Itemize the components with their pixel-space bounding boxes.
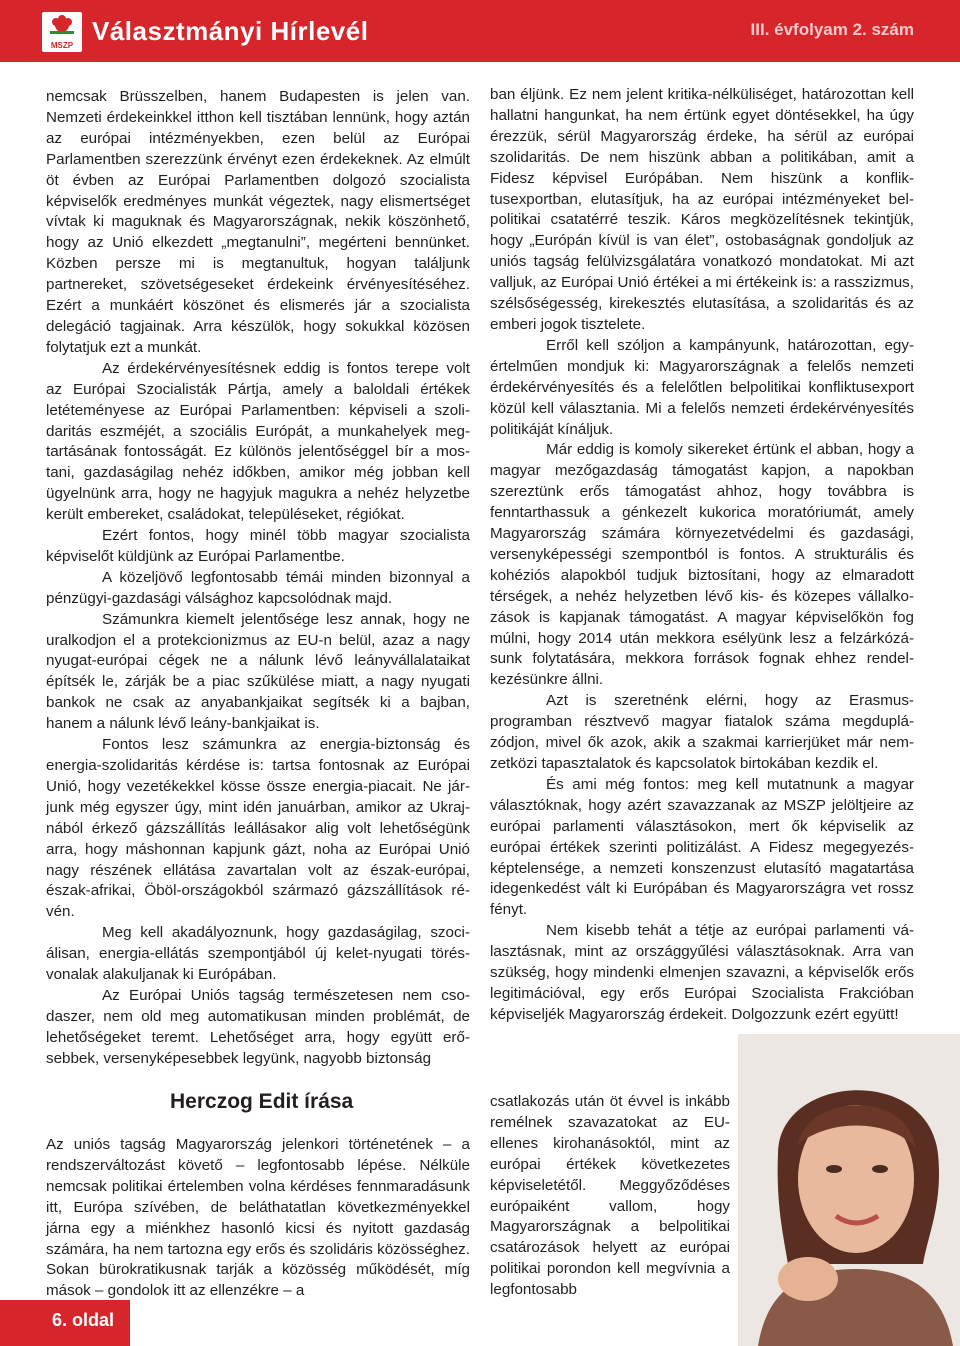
paragraph: Erről kell szóljon a kampányunk, határozottan, egyértelműen mondjuk ki: Magyarországnak a felelős nemzeti érdekérvényesítés és a felelőtlen belpolitikai konfliktusexport közül kell választania. Mi a felelős nemzeti érdekérvényesítés politikáját kínáljuk. xyxy=(490,336,914,438)
paragraph: Már eddig is komoly sikereket értünk el abban, hogy a magyar mezőgazdaság támogatást kapjon, a napokban szereztünk erős támogatást ahhoz, hogy továbbra is fenntarthassuk a génkezelt kukorica moratóriumát, amely Magyarország számára környezetvédelmi és gazdasági, versenyképességi szempontból is fontos. A strukturális és kohéziós alapokból tudjuk biztosítani, hogy az elmaradott térségek, a nehéz helyzetben lévő kis- és közepes vállalkozások is kapjanak támogatást. A magyar képviselőkön fog múlni, hogy 2014 után mekkora esélyünk lesz a felzárkózásunk folytatására, mekkora források fognak ehhez rendelkezésünkre állni. xyxy=(490,441,914,689)
paragraph: nemcsak Brüsszelben, hanem Budapesten is jelen van. Nemzeti érdekeinkkel itthon kell tisztában lennünk, hogy aztán az európai intézményekben, ezen belül az Európai Parlamentben szerezzünk érvényt ezen érdekeknek. Az elmúlt öt évben az Európai Parlamentben dolgozó szocialista képviselők eredményes munkát végeztek, nagy elismertséget vívtak ki maguknak és Magyarországnak, nekik köszönhető, hogy az Unió elkezdett „megtanulni”, megérteni bennünket. Közben persze mi is megtanultuk, hogyan találjunk partnereket, szövetségeseket érdekeink érvényesítéséhez. Ezért a munkáért köszönet és elismerés jár a szocialista delegáció tagjainak. Arra készülök, hogy sokukkal közösen folytatjuk ezt a munkát. xyxy=(46,88,470,356)
article-continuation: csatlakozás után öt évvel is inkább remélnek szavazatokat az EU-ellenes kirohanásoktól, mint az európai értékek következetes képviseletétől. Meggyőződéses európaiként vallom, hogy Magyarországnak a belpolitikai csatározások helyett az európai politikai porondon kell megvívnia a legfontosabb xyxy=(490,1093,730,1299)
article-column-left xyxy=(46,87,470,1070)
paragraph: Számunkra kiemelt jelentősége lesz annak, hogy ne uralkodjon el a protekcionizmus az EU-n belül, azaz a nagy nyugat-európai cégek ne a nálunk lévő leányvállalataikat építsék le, zárják be a piac szűkülése miatt, a nagy nyugati bankok ne csak az anyabankjaikat segítsék ki a bajban, hanem a nálunk lévő leány-bankjaikat is. xyxy=(46,610,470,733)
paragraph: És ami még fontos: meg kell mutatnunk a magyar választóknak, hogy azért szavazzanak az MSZP jelöltjeire az európai parlamenti választásokon, mert ők képviselik az európai értékek szerinti politizálást. A Fidesz megegyezésképtelensége, a nemzeti konszenzust elutasító magatartása idegenkedést vált ki Európában és Magyarországra vet rossz fényt. xyxy=(490,775,914,919)
rose-icon xyxy=(42,12,82,42)
article-column-right xyxy=(490,85,914,1026)
logo-text: MSZP xyxy=(50,41,74,50)
page-number: 6. oldal xyxy=(52,1310,115,1330)
paragraph: Ezért fontos, hogy minél több magyar szocialista képviselőt küldjünk az Európai Parlamentbe. xyxy=(46,527,470,565)
paragraph: Az érdekérvényesítésnek eddig is fontos terepe volt az Európai Szocialisták Pártja, amely a baloldali értékek letéteményese az Európai Parlamentben: képviseli a szolidaritás eszméjét, a szociális Európát, a munkahelyek megtartásának fontosságát. Ez különös jelentőséggel bír a mostani, gazdaságilag nehéz időkben, amikor még jobban kell ügyelnünk arra, hogy ne hagyjuk magukra a nehéz helyzetbe került embereket, családokat, településeket, régiókat. xyxy=(46,359,470,524)
paragraph: A közeljövő legfontosabb témái minden bizonnyal a pénzügyi-gazdasági válsághoz kapcsolódnak majd. xyxy=(46,568,470,607)
paragraph: Azt is szeretnénk elérni, hogy az Erasmus-programban résztvevő magyar fiatalok száma megduplázódjon, mivel ők azok, akik a szakmai karrierjüket már nemzetközi tapasztalatok és kapcsolatok birtokában kezdik el. xyxy=(490,692,914,772)
paragraph: Fontos lesz számunkra az energia-biztonság és energia-szolidaritás kérdése is: tartsa fontosnak az Európai Unió, hogy vezetékekkel kösse össze energia-piacait. Ne járjunk még egyszer úgy, mint idén januárban, amikor az Ukrajnából érkező gázszállítás leállásakor alig volt lehetőségünk arra, hogy máshonnan kapjunk gázt, noha az Európai Unió nagy részének ellátása zavartalan volt az észak-európai, észak-afrikai, Öböl-országokból származó gázszállítások révén. xyxy=(46,736,470,921)
paragraph: Meg kell akadályoznunk, hogy gazdaságilag, szociálisan, energia-ellátás szempontjából új kelet-nyugati törésvonalak alakuljanak ki Európában. xyxy=(46,924,470,984)
paragraph: ban éljünk. Ez nem jelent kritika-nélküliséget, határozottan kell hallatni hangunkat, ha nem értünk egyet döntésekkel, ha úgy érezzük, sérül Magyarország érdeke, ha sérül az európai szolidaritás. De nem hiszünk abban a politikában, amit a Fidesz képvisel Európában. Nem hiszünk a konfliktusexportban, elutasítjuk, ha az európai intézményeket belpolitikai csatatérré teszik. Káros megközelítésnek tekintjük, hogy „Európán kívül is van élet”, ostobaságnak gondoljuk az uniós tagság felülvizsgálatára vonatkozó mondatokat. Mi azt valljuk, az Európai Unió értékei a mi értékeink is: a rasszizmus, szélsőségesség, kirekesztés elutasítása, a szolidaritás és az emberi jogok tisztelete. xyxy=(490,86,914,333)
page-number-badge xyxy=(0,1300,130,1346)
intro-paragraph: Az uniós tagság Magyarország jelenkori történetének – a rendszerváltozást követő – legfontosabb lépése. Nélküle nemcsak politikai értelemben volna kérdéses fennmaradásunk itt, Európa szívében, de beláthatatlan következményekkel járna egy a miénkhez hasonló kicsi és nyitott gazdaság számára, ha nem tartozna egy erős és szolidáris közösséghez. Sokan bürokratikusnak tarják a közösség működését, míg mások – gondolok itt az ellenzékre – a xyxy=(46,1136,470,1300)
paragraph: Az Európai Uniós tagság természetesen nem csodaszer, nem old meg automatikusan minden problémát, de lehetőségeket teremt. Lehetőséget arra, hogy együtt erősebbek, versenyképesebbek legyünk, nagyobb biztonság xyxy=(46,986,470,1067)
paragraph: Nem kisebb tehát a tétje az európai parlamenti választásnak, mint az országgyűlési választásoknak. Arra van szükség, hogy mindenki elmenjen szavazni, a képviselők erős legitimációval, egy erős Európai Szocialista Frakcióban képviseljék Magyarország érdekeit. Dolgozzunk ezért együtt! xyxy=(490,922,914,1023)
issue-label: III. évfolyam 2. szám xyxy=(750,20,914,39)
mszp-logo xyxy=(42,12,82,52)
newsletter-title: Választmányi Hírlevél xyxy=(92,16,369,46)
newsletter-header xyxy=(0,0,960,62)
author-photo xyxy=(738,1034,960,1346)
author-heading: Herczog Edit írása xyxy=(170,1090,354,1113)
